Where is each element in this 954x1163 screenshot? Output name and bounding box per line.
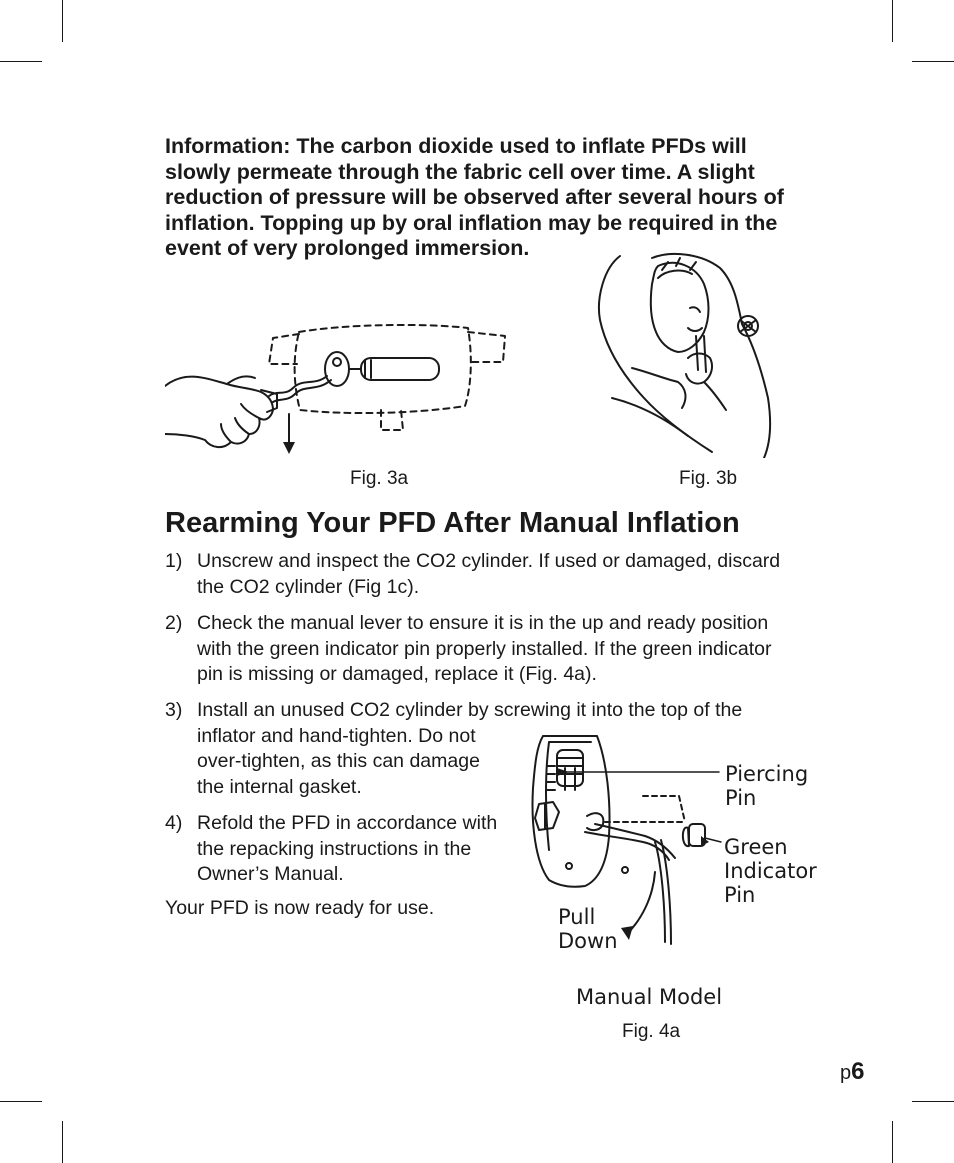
- figure-4a: [525, 732, 735, 952]
- step-line: the repacking instructions in the: [197, 837, 472, 860]
- step-line: the internal gasket.: [197, 775, 362, 798]
- step-number: 3): [165, 699, 183, 721]
- crop-mark: [0, 61, 42, 62]
- section-heading: Rearming Your PFD After Manual Inflation: [165, 507, 740, 539]
- step-line: Owner’s Manual.: [197, 863, 344, 885]
- step-line: Check the manual lever to ensure it is in the up and ready position: [197, 612, 769, 634]
- figure-3a: [165, 318, 510, 458]
- label-piercing-pin: Piercing Pin: [725, 762, 809, 810]
- step-1: [165, 549, 805, 600]
- step-line: the CO2 cylinder (Fig 1c).: [197, 575, 420, 598]
- crop-mark: [912, 61, 954, 62]
- step-line: Install an unused CO2 cylinder by screwing it into the top of the: [197, 699, 743, 721]
- fig-3b-caption: Fig. 3b: [679, 468, 738, 489]
- label-pull-down: Pull Down: [558, 905, 618, 953]
- crop-mark: [62, 0, 63, 42]
- step-2: [165, 611, 805, 688]
- step-number: 4): [165, 812, 183, 834]
- crop-mark: [892, 0, 893, 42]
- crop-mark: [892, 1121, 893, 1163]
- crop-mark: [912, 1101, 954, 1102]
- fig-3a-caption: Fig. 3a: [350, 468, 409, 489]
- step-line: over-tighten, as this can damage: [197, 750, 480, 772]
- page-number: p6: [840, 1058, 865, 1085]
- figure-3b: [592, 248, 782, 458]
- step-line: pin is missing or damaged, replace it (Fig. 4a).: [197, 663, 597, 685]
- crop-mark: [62, 1121, 63, 1163]
- fig-4a-caption: Fig. 4a: [622, 1021, 681, 1042]
- ready-text: Your PFD is now ready for use.: [165, 897, 435, 919]
- information-paragraph: Information: The carbon dioxide used to inflate PFDs will slowly permeate through the fabric cell over time. A slight reduction of pressure will be observed after several hours of inflation. Topping up by oral inflation may be required in the event of very prolonged immersion.: [165, 134, 784, 261]
- step-line: Unscrew and inspect the CO2 cylinder. If used or damaged, discard: [197, 550, 781, 572]
- crop-mark: [0, 1101, 42, 1102]
- label-manual-model: Manual Model: [576, 985, 723, 1009]
- step-4: [165, 811, 505, 888]
- step-line: Refold the PFD in accordance with: [197, 812, 498, 834]
- step-line: with the green indicator pin properly installed. If the green indicator: [197, 637, 772, 660]
- step-number: 1): [165, 550, 183, 572]
- step-line: inflator and hand-tighten. Do not: [197, 724, 476, 747]
- label-green-indicator-pin: Green Indicator Pin: [724, 835, 817, 907]
- step-number: 2): [165, 612, 183, 634]
